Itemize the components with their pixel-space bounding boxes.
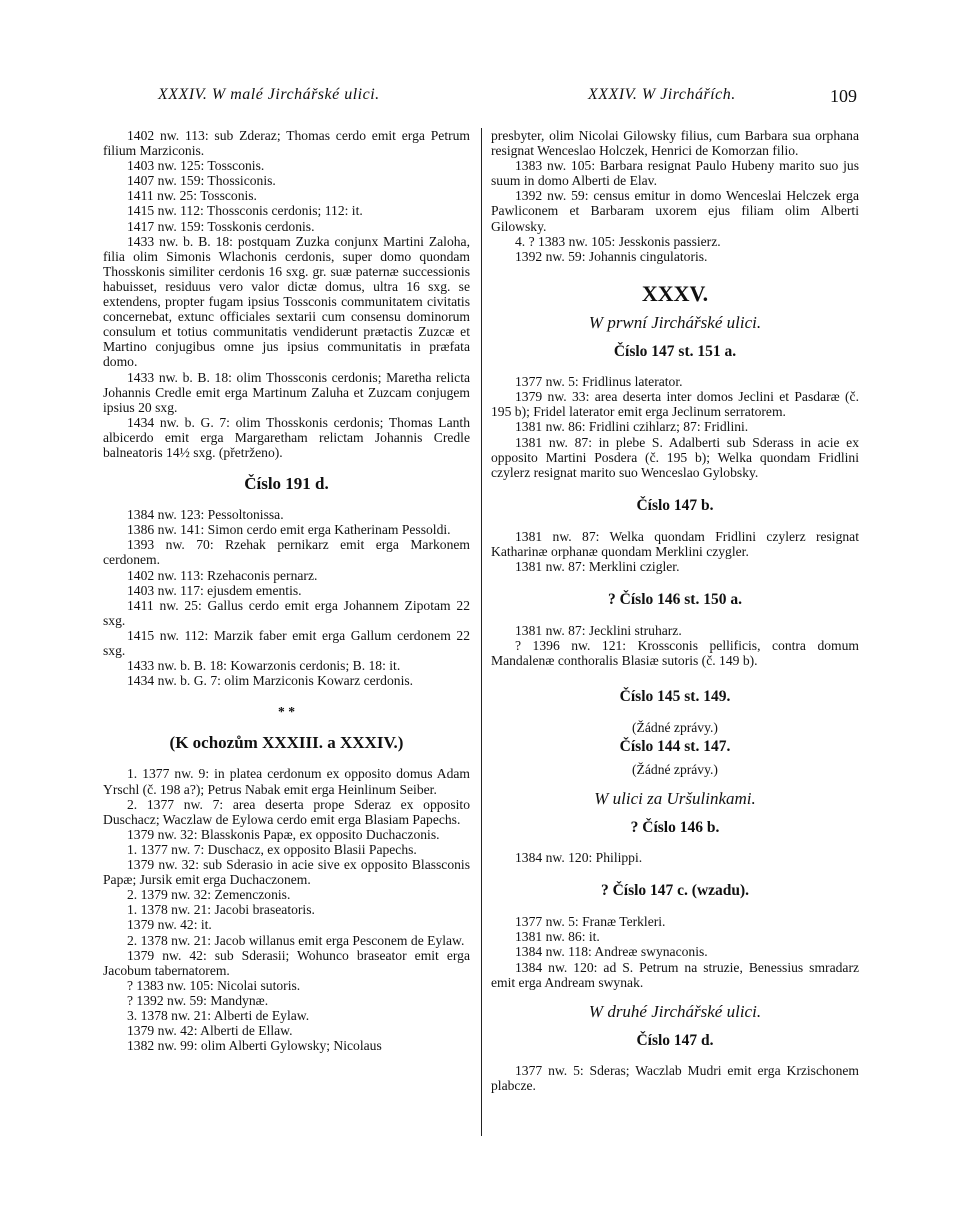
register-entry: 1393 nw. 70: Rzehak pernikarz emit erga Markonem cerdonem. bbox=[103, 537, 470, 568]
register-entry: 1392 nw. 59: Johannis cingulatoris. bbox=[515, 248, 708, 264]
register-entry: 1433 nw. b. B. 18: postquam Zuzka conjunx Martini Zaloha, filia olim Simonis Wlachonis cerdonis, super domo quondam Thosskonis similiter cerdonis 16 sxg. gr. suæ paternæ successionis habuisset, residuus vero valor dictæ domus, ultra 16 sxg. se extendens, propter fugam ipsius Tossconis communitatem civitatis concernebat, extunc officiales sextarii cum consensu dominorum consulum et totius communitatis vendiderunt prætactis Zuzcæ et Martino conjugibus omne jus ipsius communitatis in præfata domo. bbox=[103, 233, 470, 370]
register-entry: 1384 nw. 120: ad S. Petrum na struzie, Benessius smradarz emit erga Andream swynak. bbox=[491, 959, 859, 990]
no-records-note: (Žádné zprávy.) bbox=[632, 761, 718, 777]
register-entry: 1434 nw. b. G. 7: olim Marziconis Kowarz cerdonis. bbox=[127, 673, 414, 689]
register-entry: 1381 nw. 87: Jecklini struharz. bbox=[515, 623, 682, 639]
register-entry: 1433 nw. b. B. 18: olim Thossconis cerdonis; Maretha relicta Johannis Credle emit erga Martinum Zaluha et Zuzcam conjugem ipsius 20 sxg. bbox=[103, 369, 470, 415]
section-heading: ? Číslo 146 st. 150 a. bbox=[608, 591, 742, 609]
register-entry: 1379 nw. 42: sub Sderasii; Wohunco braseator emit erga Jacobum tabernatorem. bbox=[103, 947, 470, 978]
register-entry: 1377 nw. 5: Fridlinus laterator. bbox=[515, 374, 683, 390]
register-entry: 1384 nw. 123: Pessoltonissa. bbox=[127, 507, 284, 523]
register-entry: 1411 nw. 25: Tossconis. bbox=[127, 188, 257, 204]
register-entry: 1382 nw. 99: olim Alberti Gylowsky; Nicolaus bbox=[127, 1038, 382, 1054]
column-divider bbox=[481, 128, 482, 1136]
register-entry: 1392 nw. 59: census emitur in domo Wenceslai Helczek erga Pawliconem et Barbaram uxorem ejus filiam olim Alberti Gilowsky. bbox=[491, 188, 859, 234]
register-entry: 1383 nw. 105: Barbara resignat Paulo Hubeny marito suo jus suum in domo Alberti de Elav. bbox=[491, 158, 859, 189]
section-heading: Číslo 147 b. bbox=[636, 496, 714, 514]
register-entry: 1415 nw. 112: Thossconis cerdonis; 112: it. bbox=[127, 203, 363, 219]
section-heading: W druhé Jirchářské ulici. bbox=[588, 1001, 762, 1021]
register-entry: 2. 1378 nw. 21: Jacob willanus emit erga Pesconem de Eylaw. bbox=[127, 932, 465, 948]
register-entry: 1415 nw. 112: Marzik faber emit erga Gallum cerdonem 22 sxg. bbox=[103, 627, 470, 658]
register-entry: 4. ? 1383 nw. 105: Jesskonis passierz. bbox=[515, 233, 721, 249]
section-heading: W ulici za Uršulinkami. bbox=[594, 788, 756, 808]
register-entry: 1384 nw. 120: Philippi. bbox=[515, 850, 643, 866]
no-records-note: (Žádné zprávy.) bbox=[632, 719, 718, 735]
running-header-left: XXXIV. W malé Jirchářské ulici. bbox=[158, 86, 380, 103]
register-entry: 1381 nw. 86: Fridlini czihlarz; 87: Fridlini. bbox=[515, 419, 749, 435]
register-entry: 1411 nw. 25: Gallus cerdo emit erga Johannem Zipotam 22 sxg. bbox=[103, 597, 470, 628]
register-entry: 1379 nw. 33: area deserta inter domos Jeclini et Pasdaræ (č. 195 b); Fridel laterator emit erga Jeclinum serratorem. bbox=[491, 389, 859, 420]
register-entry: 2. 1377 nw. 7: area deserta prope Sderaz ex opposito Duschacz; Waczlaw de Eylowa cerdo emit erga Blasiam Papechs. bbox=[103, 796, 470, 827]
right-column bbox=[491, 128, 859, 1093]
register-entry: 2. 1379 nw. 32: Zemenczonis. bbox=[127, 887, 291, 903]
register-entry: 1381 nw. 87: Merklini czigler. bbox=[515, 559, 680, 575]
section-heading: ? Číslo 146 b. bbox=[630, 819, 720, 836]
register-entry: 1381 nw. 87: in plebe S. Adalberti sub Sderass in acie ex opposito Martini Posdera (č. 195 b); Welka quondam Fridlini czylerz resignat marito suo Wenceslao Gylobsky. bbox=[491, 434, 859, 480]
register-entry: 1402 nw. 113: Rzehaconis pernarz. bbox=[127, 567, 318, 583]
section-heading: W prwní Jirchářské ulici. bbox=[588, 312, 762, 332]
section-heading: Číslo 145 st. 149. bbox=[619, 687, 731, 705]
section-heading: Číslo 144 st. 147. bbox=[619, 737, 731, 755]
section-heading: Číslo 147 d. bbox=[636, 1031, 714, 1049]
register-entry: ? 1392 nw. 59: Mandynæ. bbox=[127, 992, 269, 1008]
register-entry-continued: presbyter, olim Nicolai Gilowsky filius, cum Barbara sua orphana resignat Wenceslao Holczek, Henrici de Komorzan filio. bbox=[491, 128, 859, 159]
register-entry: 1379 nw. 42: Alberti de Ellaw. bbox=[127, 1023, 293, 1039]
register-entry: 1381 nw. 86: it. bbox=[515, 929, 600, 945]
register-entry: 1402 nw. 113: sub Zderaz; Thomas cerdo emit erga Petrum filium Marziconis. bbox=[103, 128, 470, 159]
register-entry: 1381 nw. 87: Welka quondam Fridlini czylerz resignat Katharinæ orphanæ quondam Merklini czygler. bbox=[491, 528, 859, 559]
register-entry: 1. 1377 nw. 7: Duschacz, ex opposito Blasii Papechs. bbox=[127, 841, 417, 857]
register-entry: 1434 nw. b. G. 7: olim Thosskonis cerdonis; Thomas Lanth albicerdo emit erga Margaretham relictam Johannis Credle balneatoris 14½ sxg. (přetrženo). bbox=[103, 414, 470, 460]
register-entry: 1384 nw. 118: Andreæ swynaconis. bbox=[515, 944, 708, 960]
section-heading: XXXV. bbox=[641, 280, 709, 306]
page-number: 109 bbox=[830, 86, 857, 106]
section-heading: (K ochozům XXXIII. a XXXIV.) bbox=[169, 733, 404, 753]
section-separator: * * bbox=[278, 704, 295, 720]
register-entry: 1386 nw. 141: Simon cerdo emit erga Katherinam Pessoldi. bbox=[127, 522, 451, 538]
section-heading: Číslo 147 st. 151 a. bbox=[613, 343, 737, 361]
register-entry: 1377 nw. 5: Sderas; Waczlab Mudri emit erga Krzischonem plabcze. bbox=[491, 1062, 859, 1094]
running-header-right: XXXIV. W Jirchářích. bbox=[588, 86, 736, 103]
register-entry: 1403 nw. 125: Tossconis. bbox=[127, 158, 265, 174]
register-entry: 1379 nw. 42: it. bbox=[127, 917, 212, 933]
register-entry: 1407 nw. 159: Thossiconis. bbox=[127, 173, 276, 189]
register-entry: 1. 1378 nw. 21: Jacobi braseatoris. bbox=[127, 902, 315, 918]
register-entry: 1379 nw. 32: sub Sderasio in acie sive ex opposito Blassconis Papæ; Jursik emit erga Duchaczonem. bbox=[103, 857, 470, 888]
section-heading: ? Číslo 147 c. (wzadu). bbox=[600, 882, 750, 900]
register-entry: 1433 nw. b. B. 18: Kowarzonis cerdonis; B. 18: it. bbox=[127, 658, 401, 674]
register-entry: 1379 nw. 32: Blasskonis Papæ, ex opposito Duchaczonis. bbox=[127, 826, 440, 842]
register-entry: 1. 1377 nw. 9: in platea cerdonum ex opposito domus Adam Yrschl (č. 198 a?); Petrus Nabak emit erga Heinlinum Seiber. bbox=[103, 766, 470, 797]
register-entry: 1377 nw. 5: Franæ Terkleri. bbox=[515, 914, 666, 930]
section-heading: Číslo 191 d. bbox=[244, 474, 329, 494]
register-entry: ? 1396 nw. 121: Krossconis pellificis, contra domum Mandalenæ conthoralis Blasiæ sutoris (č. 149 b). bbox=[491, 638, 859, 669]
register-entry: ? 1383 nw. 105: Nicolai sutoris. bbox=[127, 977, 301, 993]
left-column bbox=[103, 128, 470, 1053]
register-entry: 3. 1378 nw. 21: Alberti de Eylaw. bbox=[127, 1007, 310, 1023]
register-entry: 1417 nw. 159: Tosskonis cerdonis. bbox=[127, 218, 315, 234]
register-entry: 1403 nw. 117: ejusdem ementis. bbox=[127, 582, 302, 598]
